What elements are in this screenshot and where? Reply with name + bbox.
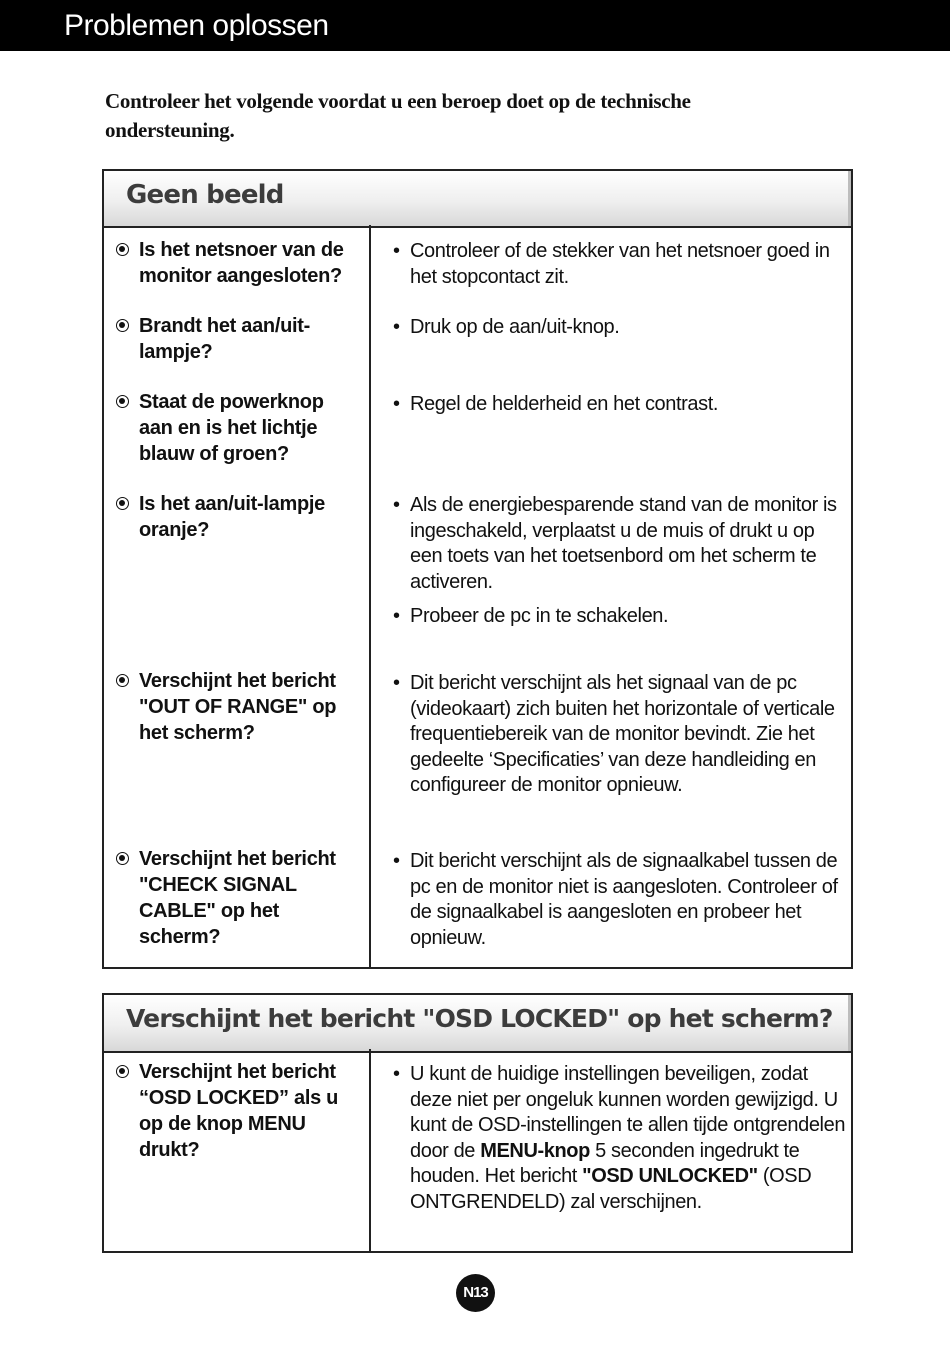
bullet-icon: •: [393, 1063, 400, 1085]
bullet-icon: •: [393, 393, 400, 415]
answer-item: • Regel de helderheid en het contrast.: [393, 392, 848, 418]
question-item: Is het netsnoer van de monitor aangesloten?: [113, 237, 363, 289]
answer-item: • Dit bericht verschijnt als het signaal van de pc (videokaart) zich buiten het horizontale of verticale frequentiebereik van de monitor bevindt. Zie het gedeelte ‘Specificaties’ van deze handleiding en configureer de monitor opnieuw.: [393, 672, 835, 796]
question-item: Brandt het aan/uit-lampje?: [113, 313, 363, 365]
answer-item: • Als de energiebesparende stand van de monitor is ingeschakeld, verplaatst u de muis of drukt u op een toets van het toetsenbord om het scherm te activeren.: [393, 494, 837, 593]
page-number-badge: N13: [456, 1274, 495, 1312]
menu-knop-emphasis: MENU-knop: [480, 1139, 590, 1162]
bullet-icon: •: [393, 672, 400, 694]
radio-bullet-icon: [116, 674, 129, 687]
radio-bullet-icon: [116, 1065, 129, 1078]
section-title: Verschijnt het bericht "OSD LOCKED" op het scherm?: [126, 1004, 833, 1033]
answer-item: • Probeer de pc in te schakelen.: [393, 604, 848, 630]
bullet-icon: •: [393, 494, 400, 516]
radio-bullet-icon: [116, 497, 129, 510]
answer-item: • U kunt de huidige instellingen beveiligen, zodat deze niet per ongeluk kunnen worden gewijzigd. U kunt de OSD-instellingen te allen tijde ontgrendelen door de MENU-knop 5 seconden ingedrukt te houden. Het bericht "OSD UNLOCKED" (OSD ONTGRENDELD) zal verschijnen.: [393, 1063, 846, 1213]
bullet-icon: •: [393, 316, 400, 338]
section-header: [104, 171, 851, 228]
title-bar: [0, 0, 950, 51]
question-item: Verschijnt het bericht "OUT OF RANGE" op het scherm?: [113, 668, 358, 746]
radio-bullet-icon: [116, 395, 129, 408]
radio-bullet-icon: [116, 852, 129, 865]
column-divider: [369, 1049, 371, 1252]
bullet-icon: •: [393, 240, 400, 262]
question-item: Is het aan/uit-lampje oranje?: [113, 491, 353, 543]
answer-item: • Druk op de aan/uit-knop.: [393, 315, 848, 341]
intro-text: Controleer het volgende voordat u een beroep doet op de technische ondersteuning.: [105, 89, 691, 142]
answer-item: • Dit bericht verschijnt als de signaalkabel tussen de pc en de monitor niet is aangesloten. Controleer of de signaalkabel is aangesloten en probeer het opnieuw.: [393, 850, 838, 949]
section-header: [104, 995, 851, 1053]
page-title: Problemen oplossen: [64, 9, 329, 42]
question-item: Staat de powerknop aan en is het lichtje blauw of groen?: [113, 389, 345, 467]
osd-unlocked-emphasis: "OSD UNLOCKED": [582, 1165, 758, 1187]
question-item: Verschijnt het bericht "CHECK SIGNAL CABLE" op het scherm?: [113, 846, 358, 950]
section-title: Geen beeld: [126, 180, 284, 210]
bullet-icon: •: [393, 850, 400, 872]
answer-item: • Controleer of de stekker van het netsnoer goed in het stopcontact zit.: [393, 240, 830, 288]
bullet-icon: •: [393, 605, 400, 627]
column-divider: [369, 225, 371, 968]
radio-bullet-icon: [116, 319, 129, 332]
radio-bullet-icon: [116, 243, 129, 256]
question-item: Verschijnt het bericht “OSD LOCKED” als u op de knop MENU drukt?: [113, 1059, 358, 1163]
